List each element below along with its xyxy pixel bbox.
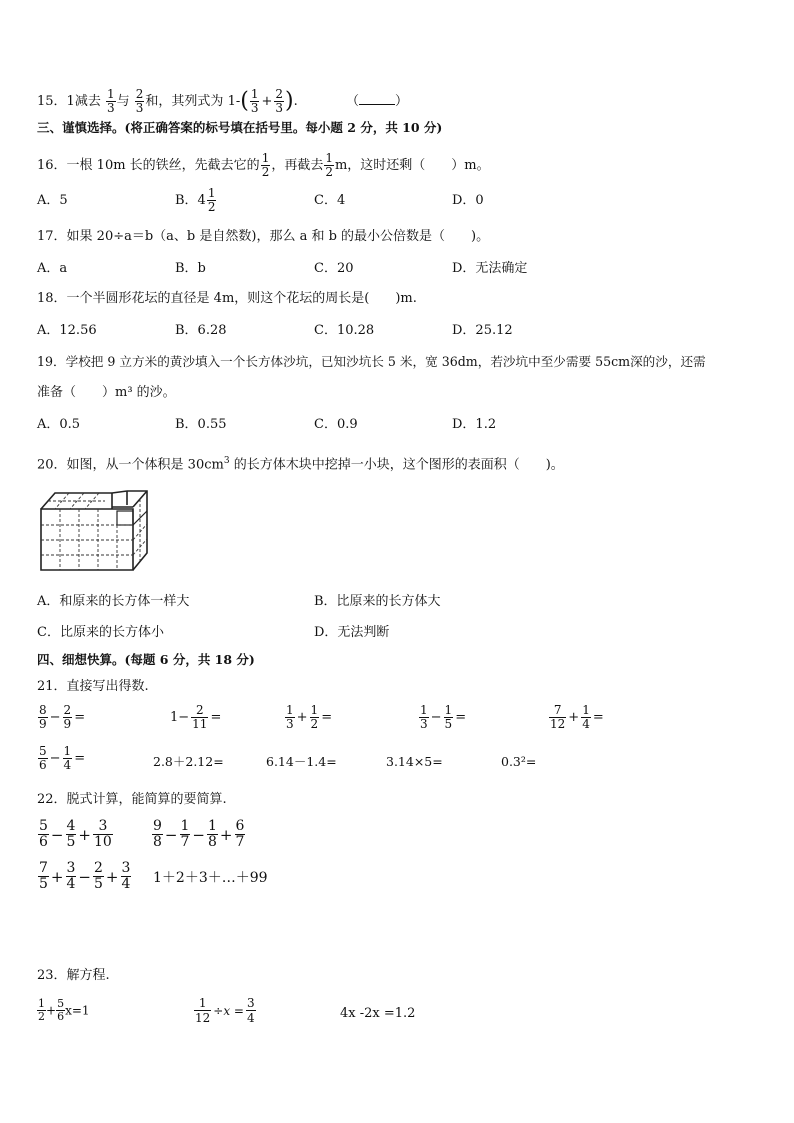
q21-expr-5: [548, 704, 605, 731]
fraction: [37, 998, 46, 1023]
denominator: 4: [582, 717, 590, 731]
q20-option-c[interactable]: C．比原来的长方体小: [37, 625, 164, 640]
fraction: [56, 998, 65, 1023]
numerator: 1: [38, 997, 45, 1010]
q16-option-c[interactable]: C．4: [314, 193, 346, 208]
operator: +: [78, 825, 91, 844]
denominator: 2: [310, 717, 319, 731]
q22-expr-4: 1＋2＋3＋…＋99: [153, 870, 268, 886]
numerator: 1: [198, 996, 207, 1010]
section-4-heading: 四、细想快算。(每题 6 分，共 18 分): [37, 652, 255, 667]
q22-expr-3: [37, 861, 132, 892]
denominator: 2: [261, 165, 270, 179]
q20-text-a: 20．如图，从一个体积是 30cm: [37, 457, 224, 473]
q20-option-b[interactable]: B．比原来的长方体大: [314, 594, 441, 609]
denominator: 5: [94, 876, 103, 892]
q16-option-b[interactable]: [175, 187, 217, 214]
numerator: 7: [553, 703, 562, 717]
answer-paren-left: （: [346, 94, 360, 109]
numerator: 1: [63, 744, 72, 758]
question-18: 18．一个半圆形花坛的直径是 4m，则这个花坛的周长是( )m.: [37, 291, 417, 306]
q21-expr-4: [418, 704, 467, 731]
q19-option-c[interactable]: C．0.9: [314, 417, 358, 432]
numerator: 4: [66, 818, 76, 834]
numerator: 2: [195, 703, 204, 717]
fraction: [38, 704, 48, 731]
numerator: 1: [207, 186, 216, 200]
q16-option-b-label: B．4: [175, 193, 206, 208]
fraction: [250, 88, 260, 115]
numerator: 2: [63, 703, 72, 717]
q19-option-d[interactable]: D．1.2: [452, 417, 497, 432]
q22-expr-2: [151, 819, 246, 850]
denominator: 5: [39, 876, 48, 892]
big-paren-right: ): [285, 88, 294, 114]
q16-text-c: m，这时还剩（ ）m。: [334, 158, 490, 173]
denominator: 8: [208, 834, 217, 850]
operator: +: [46, 1003, 57, 1018]
equation-tail: x=1: [65, 1003, 90, 1018]
fraction: [63, 704, 73, 731]
numerator: 1: [286, 703, 294, 717]
fraction: [549, 704, 566, 731]
question-22-title: 22．脱式计算，能简算的要简算.: [37, 792, 227, 807]
q15-text-a: 1减去: [66, 94, 101, 109]
operator: +: [50, 867, 64, 886]
fraction: [38, 819, 49, 850]
question-16: [37, 152, 490, 179]
fraction: [285, 704, 295, 731]
q17-option-c[interactable]: C．20: [314, 261, 354, 276]
operator: +: [568, 709, 580, 725]
equals: =: [74, 709, 86, 725]
operator: −: [192, 825, 205, 844]
cuboid-figure: [37, 487, 153, 575]
question-23-title: 23．解方程.: [37, 968, 110, 983]
denominator: 7: [180, 834, 190, 850]
fraction: [135, 88, 145, 115]
numerator: 3: [121, 860, 131, 876]
question-21-title: 21．直接写出得数.: [37, 679, 149, 694]
q16-option-d[interactable]: D．0: [452, 193, 484, 208]
numerator: 1: [420, 703, 428, 717]
fraction: [274, 88, 284, 115]
numerator: 2: [94, 860, 103, 876]
operator: −: [50, 825, 64, 844]
fraction: [207, 187, 217, 214]
denominator: 5: [444, 717, 453, 731]
q18-option-b[interactable]: B．6.28: [175, 323, 227, 338]
denominator: 8: [153, 834, 162, 850]
operator: ÷x =: [213, 1003, 244, 1018]
question-19-line1: 19．学校把 9 立方米的黄沙填入一个长方体沙坑，已知沙坑长 5 米，宽 36dm，若沙坑中至少需要 55cm深的沙，还需: [37, 354, 706, 369]
equals: =: [592, 709, 604, 725]
q21-expr-9: 3.14×5=: [386, 754, 443, 769]
denominator: 7: [235, 834, 245, 850]
fraction: [152, 819, 163, 850]
operator: −: [430, 709, 442, 725]
q17-option-a[interactable]: A．a: [37, 261, 68, 276]
q17-option-d[interactable]: D．无法确定: [452, 261, 528, 276]
q17-option-b[interactable]: B．b: [175, 261, 206, 276]
numerator: 7: [39, 860, 48, 876]
denominator: 3: [286, 717, 294, 731]
q20-option-d[interactable]: D．无法判断: [314, 625, 390, 640]
q19-option-a[interactable]: A．0.5: [37, 417, 81, 432]
denominator: 3: [275, 101, 284, 115]
fraction: [66, 819, 77, 850]
operator: +: [105, 867, 119, 886]
denominator: 6: [57, 1010, 65, 1023]
denominator: 3: [135, 101, 144, 115]
numerator: 1: [261, 151, 270, 165]
plus-sign: +: [261, 93, 273, 109]
equals: =: [74, 750, 86, 766]
denominator: 3: [420, 717, 428, 731]
q23-equation-1: [37, 998, 90, 1023]
numerator: 2: [275, 87, 284, 101]
equals: =: [321, 709, 333, 725]
fraction: [121, 861, 132, 892]
denominator: 6: [39, 758, 47, 772]
q16-option-a[interactable]: A．5: [37, 193, 68, 208]
q21-expr-2: [169, 704, 222, 731]
denominator: 2: [38, 1010, 45, 1023]
fraction: [235, 819, 246, 850]
numerator: 9: [153, 818, 162, 834]
q22-expr-1: [37, 819, 114, 850]
q21-expr-10: 0.3²=: [501, 754, 537, 769]
denominator: 3: [106, 101, 115, 115]
operator: −: [164, 825, 178, 844]
q23-equation-2: [193, 996, 257, 1025]
operator: +: [219, 825, 233, 844]
answer-paren-right: ）: [395, 94, 409, 109]
q20-option-a[interactable]: A．和原来的长方体一样大: [37, 594, 190, 609]
numerator: 5: [39, 818, 48, 834]
fraction: [581, 704, 591, 731]
denominator: 5: [66, 834, 76, 850]
q23-equation-3: 4x -2x =1.2: [340, 1006, 416, 1021]
q15-number: 15．: [37, 94, 67, 109]
numerator: 1: [250, 87, 259, 101]
numerator: 3: [246, 996, 255, 1010]
fraction: [419, 704, 429, 731]
fraction: [38, 745, 48, 772]
question-15: [37, 88, 408, 115]
operator: −: [49, 750, 61, 766]
numerator: 8: [39, 703, 47, 717]
q19-option-b[interactable]: B．0.55: [175, 417, 227, 432]
q18-option-a[interactable]: A．12.56: [37, 323, 97, 338]
q15-text-e: .: [293, 94, 298, 109]
q21-expr-6: [37, 745, 86, 772]
q15-text-c: 和，其列式为: [145, 94, 224, 109]
equals: =: [455, 709, 467, 725]
fraction: [93, 861, 104, 892]
denominator: 4: [66, 876, 76, 892]
q16-text-b: ，再截去: [271, 158, 324, 173]
q21-expr-1: [37, 704, 86, 731]
fraction: [246, 996, 256, 1025]
q15-text-d: 1-: [227, 94, 241, 109]
answer-blank[interactable]: [359, 94, 395, 105]
numerator: 6: [235, 818, 245, 834]
fraction: [310, 704, 320, 731]
numerator: 2: [135, 87, 144, 101]
denominator: 9: [63, 717, 72, 731]
denominator: 2: [325, 165, 333, 179]
big-paren-left: (: [240, 88, 249, 114]
denominator: 2: [207, 200, 216, 214]
denominator: 4: [63, 758, 72, 772]
denominator: 11: [192, 717, 208, 731]
numerator: 1: [582, 703, 590, 717]
fraction: [191, 704, 208, 731]
section-3-heading: 三、谨慎选择。(将正确答案的标号填在括号里。每小题 2 分，共 10 分): [37, 120, 443, 135]
equals: =: [210, 709, 222, 725]
operator: +: [296, 709, 308, 725]
denominator: 4: [121, 876, 131, 892]
operator: −: [49, 709, 61, 725]
fraction: [180, 819, 191, 850]
denominator: 3: [250, 101, 259, 115]
numerator: 5: [39, 744, 47, 758]
q18-option-d[interactable]: D．25.12: [452, 323, 513, 338]
q16-text-a: 16．一根 10m 长的铁丝，先截去它的: [37, 158, 260, 173]
operator: −: [78, 867, 91, 886]
denominator: 12: [195, 1011, 211, 1025]
denominator: 4: [246, 1011, 255, 1025]
numerator: 1: [444, 703, 453, 717]
q21-expr-7: 2.8＋2.12=: [153, 754, 224, 769]
q20-text-b: 的长方体木块中挖掉一小块，这个图形的表面积（ )。: [229, 457, 564, 473]
fraction: [93, 819, 113, 850]
fraction: [63, 745, 73, 772]
q15-text-b: 与: [116, 94, 130, 109]
fraction: [207, 819, 218, 850]
fraction: [444, 704, 454, 731]
fraction: [38, 861, 49, 892]
q21-expr-3: [284, 704, 333, 731]
denominator: 6: [39, 834, 48, 850]
numerator: 1: [325, 151, 333, 165]
denominator: 9: [39, 717, 47, 731]
numerator: 1: [310, 703, 319, 717]
q21-expr-8: 6.14－1.4=: [266, 754, 337, 769]
q18-option-c[interactable]: C．10.28: [314, 323, 375, 338]
numerator: 3: [66, 860, 76, 876]
numerator: 1: [180, 818, 190, 834]
question-17: 17．如果 20÷a＝b（a、b 是自然数)，那么 a 和 b 的最小公倍数是（ )。: [37, 229, 490, 244]
numerator: 5: [57, 997, 65, 1010]
question-20: [37, 453, 564, 473]
denominator: 10: [94, 834, 112, 850]
question-19-line2: 准备（ ）m³ 的沙。: [37, 385, 176, 400]
numerator: 1: [208, 818, 217, 834]
numerator: 1: [106, 87, 115, 101]
fraction: [324, 152, 334, 179]
fraction: [194, 996, 211, 1025]
fraction: [261, 152, 271, 179]
numerator: 3: [98, 818, 108, 834]
denominator: 12: [550, 717, 566, 731]
fraction: [66, 861, 77, 892]
prefix: 1−: [170, 709, 190, 725]
fraction: [106, 88, 116, 115]
q20-superscript: 3: [223, 456, 230, 466]
